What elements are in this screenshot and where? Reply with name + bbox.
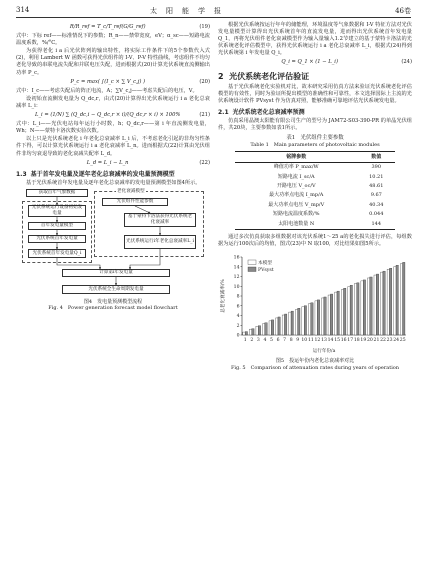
bar-model <box>315 301 317 335</box>
bar-model <box>400 264 402 335</box>
figure-4-caption: 图4 发电量预测模型流程 <box>83 298 143 305</box>
bar-model <box>302 307 304 335</box>
table-header-cell: 数值 <box>371 153 382 160</box>
bar-pvsyst <box>383 271 385 335</box>
y-tick-label: 12 <box>233 275 240 281</box>
table-header-row <box>235 152 395 162</box>
table-row: 最大功率点电流 I_mp/A 9.67 <box>269 192 382 199</box>
paragraph: 式中：I_c——考虑失配后的阵正电流，A；∑V_c,j——考虑失配后的电压，V。 <box>16 87 198 94</box>
bar-model <box>335 292 337 335</box>
bar-model <box>295 310 297 335</box>
x-tick-label: 1 <box>243 338 247 344</box>
legend-label: 本模型 <box>258 261 272 267</box>
flowchart-figure-4 <box>20 189 206 297</box>
bar-pvsyst <box>271 320 273 335</box>
aging-model-label: 老化衰减模型 <box>117 188 145 194</box>
y-tick-label: 0 <box>236 333 240 339</box>
paragraph: 基于光伏系统首年发电量及逐年老化总衰减率的发电量预测模型如图4所示。 <box>26 179 201 186</box>
table-header-cell: 铭牌参数 <box>286 153 307 160</box>
page-number: 314 <box>16 6 30 14</box>
bar-model <box>341 290 343 335</box>
x-tick-label: 14 <box>327 338 334 344</box>
equation-21: L_i = (1/N) ∑ (Q_dc,i − Q_dc,r × i)/(Q_dc,r × i) × 100% (21) <box>35 112 210 119</box>
right-column <box>218 22 412 371</box>
bar-pvsyst <box>324 297 326 335</box>
bar-model <box>367 278 369 335</box>
x-tick-label: 8 <box>289 338 293 344</box>
figure-5-caption: 图5 投运年份内老化总衰减率对比 <box>275 358 355 365</box>
bar-model <box>394 267 396 335</box>
bar-pvsyst <box>252 329 254 335</box>
y-tick-label: 16 <box>233 255 240 261</box>
flow-box-weather: 获取首年气象数据 <box>26 189 88 197</box>
bar-pvsyst <box>357 283 359 335</box>
x-tick-label: 11 <box>307 338 314 344</box>
bar-model <box>243 332 245 335</box>
flow-box-lifecycle: 光伏系统全生命周期发电量 <box>62 285 170 294</box>
x-tick-label: 16 <box>340 338 347 344</box>
bar-pvsyst <box>350 286 352 336</box>
bar-model <box>262 324 264 335</box>
bar-model <box>374 275 376 335</box>
table-row: 最大功率点电压 V_mp/V 40.34 <box>268 201 384 208</box>
paragraph: 以上只是光伏系统老化 i 年老化总衰减率 L_i 后，不考虑老化引起的非均匀性条件下得，可以计算光伏系统运行 i a 老化衰减率 L_n。进而根据式(22)计算由光伏组件非均匀衰退导致的老化衰减失配率 L_d。 <box>16 136 210 157</box>
paragraph: 为获得老化 i a 后光伏阵列的输出特性，将实际工作条件下的5个参数代入式(2)，利用 Lambert W 函数可获得光伏组件的 I-V、P-V 特性曲线，考虑组件不均匀老化导致的串联电流失配和并联电压失配，进而根据式(20)计算光伏系统直流侧输出功率 P_c。 <box>16 48 210 76</box>
section-heading-1-3: 1.3 基于首年发电量及逐年老化总衰减率的发电量预测模型 <box>16 170 175 178</box>
legend-swatch <box>248 260 256 265</box>
table-1-caption-en: Table 1 Main parameters of photovoltaic modules <box>250 142 380 149</box>
x-tick-label: 5 <box>270 338 273 344</box>
bar-pvsyst <box>330 294 332 335</box>
bar-pvsyst <box>376 274 378 335</box>
x-tick-label: 9 <box>296 338 300 344</box>
bar-model <box>354 284 356 335</box>
flow-box-monte-carlo: 基于蒙特卡洛法获得光伏系统老化衰减率 <box>124 213 196 227</box>
bar-pvsyst <box>311 303 313 335</box>
bar-pvsyst <box>396 266 398 336</box>
bar-model <box>387 270 389 336</box>
x-tick-label: 21 <box>373 338 380 344</box>
x-tick-label: 18 <box>353 338 360 344</box>
flow-box-year-i: 计算第i年发电量 <box>62 269 170 277</box>
legend-swatch <box>248 267 256 272</box>
table-row: 短路电流 I_sc/A 10.21 <box>277 173 384 180</box>
x-tick-label: 20 <box>366 338 373 344</box>
table-row: 短路电流温度系数/% 0.044 <box>273 211 384 218</box>
table-row: 开路电压 V_oc/V 48.61 <box>276 183 384 189</box>
table-1-caption: 表1 光伏组件主要参数 <box>286 135 344 142</box>
bar-model <box>348 287 350 335</box>
x-tick-label: 3 <box>256 338 260 344</box>
x-tick-label: 13 <box>321 338 327 344</box>
bar-model <box>328 295 330 335</box>
bar-pvsyst <box>304 306 306 335</box>
paragraph: 设初始直流侧发电量为 Q_dc,r，由式(20)计算得出光伏系统运行 i a 老化总衰减率 L_i： <box>16 95 210 109</box>
figure-4-caption-en: Fig. 4 Power generation forecast model flowchart <box>48 305 178 312</box>
flow-box-initial: 光伏系统运行设备初始发电量 <box>28 205 86 217</box>
table-row: 峰值功率 P_max/W 390 <box>273 164 382 171</box>
bar-pvsyst <box>278 317 280 335</box>
y-tick-label: 8 <box>236 294 240 300</box>
paragraph: 根据光伏系统按运行年年的储能理，环境温度等气象数据和 I-V 特征方法对光伏发电量模型计算得出光伏系统首年的直流发电量，进而得出光伏系统首年发电量 Q_1，再将光伏组件老化衰减模型作为输入量输入1.2节建立的基于蒙特卡洛法的光伏系统老化评估模型中，获得光伏系统运行 i a 老化总衰减率 L_i，根据式(24)得到光伏系统第 i 年发电量 Q_i。 <box>218 22 412 57</box>
paragraph: 式中：L_i——光伏电站每年运行小时数，h；Q_dc,r——第 i 年直流侧发电量，Wh；N——蒙特卡洛次数实验次数。 <box>16 121 210 135</box>
bar-pvsyst <box>363 280 365 335</box>
header-rule <box>16 17 411 18</box>
x-tick-label: 19 <box>360 338 367 344</box>
parameters-table <box>235 151 395 230</box>
x-tick-label: 15 <box>334 338 341 344</box>
equation-22: L_d = L_i − L_n (22) <box>86 159 210 166</box>
journal-title: 太 阳 能 学 报 <box>150 7 222 15</box>
bar-pvsyst <box>258 326 260 335</box>
y-tick-label: 10 <box>233 285 240 291</box>
paragraph: 式中：下标 ref——标准情况下的参数；R_n——禁带宽度，eV；α_sc——短路电流温度系数，%/°C。 <box>16 33 210 47</box>
bar-pvsyst <box>245 332 247 335</box>
figure-5-chart-container <box>218 251 412 358</box>
bar-pvsyst <box>265 323 267 335</box>
section-heading-2-1: 2.1 光伏系统老化总衰减率预测 <box>218 108 305 116</box>
flow-box-first-gen: 光伏系统首年发电量 <box>28 235 86 243</box>
bar-model <box>282 315 284 335</box>
bar-pvsyst <box>389 269 391 336</box>
y-tick-label: 2 <box>236 324 240 330</box>
x-tick-label: 17 <box>347 338 354 344</box>
section-heading-2: 2 光伏系统老化评估验证 <box>218 71 310 81</box>
legend-label: PVsyst <box>258 268 274 274</box>
bar-pvsyst <box>337 291 339 335</box>
attenuation-bar-chart <box>218 251 412 355</box>
x-tick-label: 22 <box>380 338 386 344</box>
x-tick-label: 7 <box>283 338 287 344</box>
bar-model <box>269 321 271 335</box>
bar-model <box>381 272 383 335</box>
x-tick-label: 2 <box>250 338 254 344</box>
figure-5-caption-en: Fig. 5 Comparison of attenuation rates during years of operation <box>230 364 400 371</box>
bar-pvsyst <box>291 311 293 335</box>
x-tick-label: 12 <box>314 338 321 344</box>
x-tick-label: 24 <box>393 338 400 344</box>
y-tick-label: 6 <box>236 304 240 310</box>
equation-20: P_c = max( ∫(I_c × ∑ V_c,j) ) (20) <box>70 78 210 85</box>
bar-model <box>249 329 251 335</box>
bar-model <box>322 298 324 335</box>
paragraph: 基于光伏系统老化实验机对比，故本研究采用仿真方法来验证光伏系统老化评估模型的有效性，同时为验证所提出模型的准确性和可靠性，本文选择国际上主流的光伏系统设计软件 PVsyst 作为仿真对照，能够准确可靠地评估光伏系统发电量。 <box>218 83 412 104</box>
bar-model <box>276 318 278 335</box>
flow-box-first-gen-q: 光伏系统首年发电量Q_i <box>28 249 86 258</box>
left-column <box>16 22 210 312</box>
bar-pvsyst <box>403 263 405 336</box>
x-tick-label: 6 <box>276 338 280 344</box>
flow-box-module-params: 光伏组件性能参数 <box>102 198 168 206</box>
table-row: 太阳电池数量 N 144 <box>235 220 395 230</box>
y-tick-label: 14 <box>233 265 240 271</box>
bar-pvsyst <box>285 314 287 335</box>
bar-model <box>361 281 363 335</box>
bar-pvsyst <box>344 289 346 336</box>
volume-label: 46卷 <box>395 7 411 15</box>
x-tick-label: 4 <box>263 338 267 344</box>
flow-box-first-model: 首年发电量模型 <box>28 222 86 230</box>
bar-model <box>308 304 310 335</box>
equation-19: R/R_ref = T_c/T_ref(G/G_ref) (19) <box>69 24 210 30</box>
paragraph: 通过多次仿真获取多组数据对该光伏系统1～25 a的老化损失进行评估，每组数据为运行100次后的均值，图式(23)中 N 取100，对比结果如图5所示。 <box>218 234 412 248</box>
bar-pvsyst <box>298 309 300 336</box>
y-tick-label: 4 <box>236 314 240 320</box>
bar-pvsyst <box>370 277 372 335</box>
bar-model <box>256 327 258 336</box>
x-axis-label: 运行年份/a <box>312 349 336 355</box>
equation-24: Q_i = Q_1 × (1 − L_i) (24) <box>281 59 412 66</box>
flow-box-total-attenuation: 光伏系统运行i年老化总衰减率L_i <box>124 235 196 249</box>
paragraph: 仿真采用晶澳太阳能有限公司生产的型号为 JAM72-S03-390-PR 的单晶光伏组件，共20块，主要参数如表1所示。 <box>218 118 412 132</box>
x-tick-label: 10 <box>301 338 308 344</box>
y-axis-label: 总老化衰减率/% <box>221 279 226 314</box>
bar-pvsyst <box>317 300 319 335</box>
bar-model <box>289 312 291 335</box>
x-tick-label: 23 <box>386 338 393 344</box>
x-tick-label: 25 <box>399 338 406 344</box>
